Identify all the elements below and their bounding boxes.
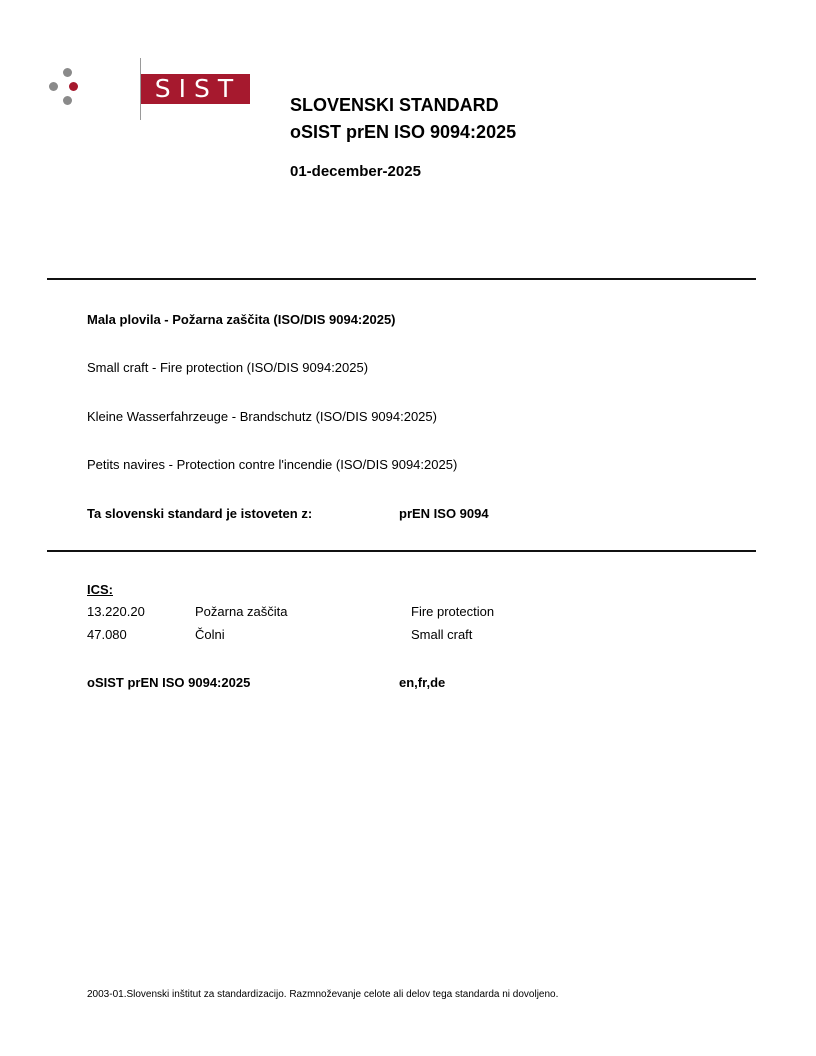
logo-text: SIST (154, 74, 242, 103)
logo-dot-top-icon (63, 68, 72, 77)
identical-value: prEN ISO 9094 (399, 506, 489, 521)
title-slovenian: Mala plovila - Požarna zaščita (ISO/DIS 9094:2025) (87, 312, 396, 327)
ics-title-sl: Požarna zaščita (195, 604, 288, 619)
title-english: Small craft - Fire protection (ISO/DIS 9094:2025) (87, 360, 369, 375)
sist-logo (46, 58, 242, 120)
logo-dot-red-icon (69, 82, 78, 91)
reference-code: oSIST prEN ISO 9094:2025 (87, 675, 251, 690)
ics-code: 47.080 (87, 627, 127, 642)
copyright-footer: 2003-01.Slovenski inštitut za standardizacijo. Razmnoževanje celote ali delov tega standarda ni dovoljeno. (87, 989, 559, 1000)
logo-dot-bottom-icon (63, 96, 72, 105)
logo-dot-left-icon (49, 82, 58, 91)
header-standard-type: SLOVENSKI STANDARD (290, 95, 499, 115)
header-standard-code: oSIST prEN ISO 9094:2025 (290, 122, 517, 142)
ics-title-en: Small craft (411, 627, 473, 642)
reference-languages: en,fr,de (399, 675, 446, 690)
logo-box (140, 74, 250, 104)
identical-label: Ta slovenski standard je istoveten z: (87, 506, 313, 521)
title-french: Petits navires - Protection contre l'incendie (ISO/DIS 9094:2025) (87, 457, 458, 472)
divider-top (47, 278, 756, 280)
divider-bottom (47, 550, 756, 552)
header-date: 01-december-2025 (290, 163, 421, 180)
ics-title-en: Fire protection (411, 604, 495, 619)
ics-label: ICS: (87, 582, 113, 597)
logo-divider (140, 58, 141, 120)
title-german: Kleine Wasserfahrzeuge - Brandschutz (ISO/DIS 9094:2025) (87, 409, 437, 424)
ics-title-sl: Čolni (195, 627, 225, 642)
ics-code: 13.220.20 (87, 604, 145, 619)
